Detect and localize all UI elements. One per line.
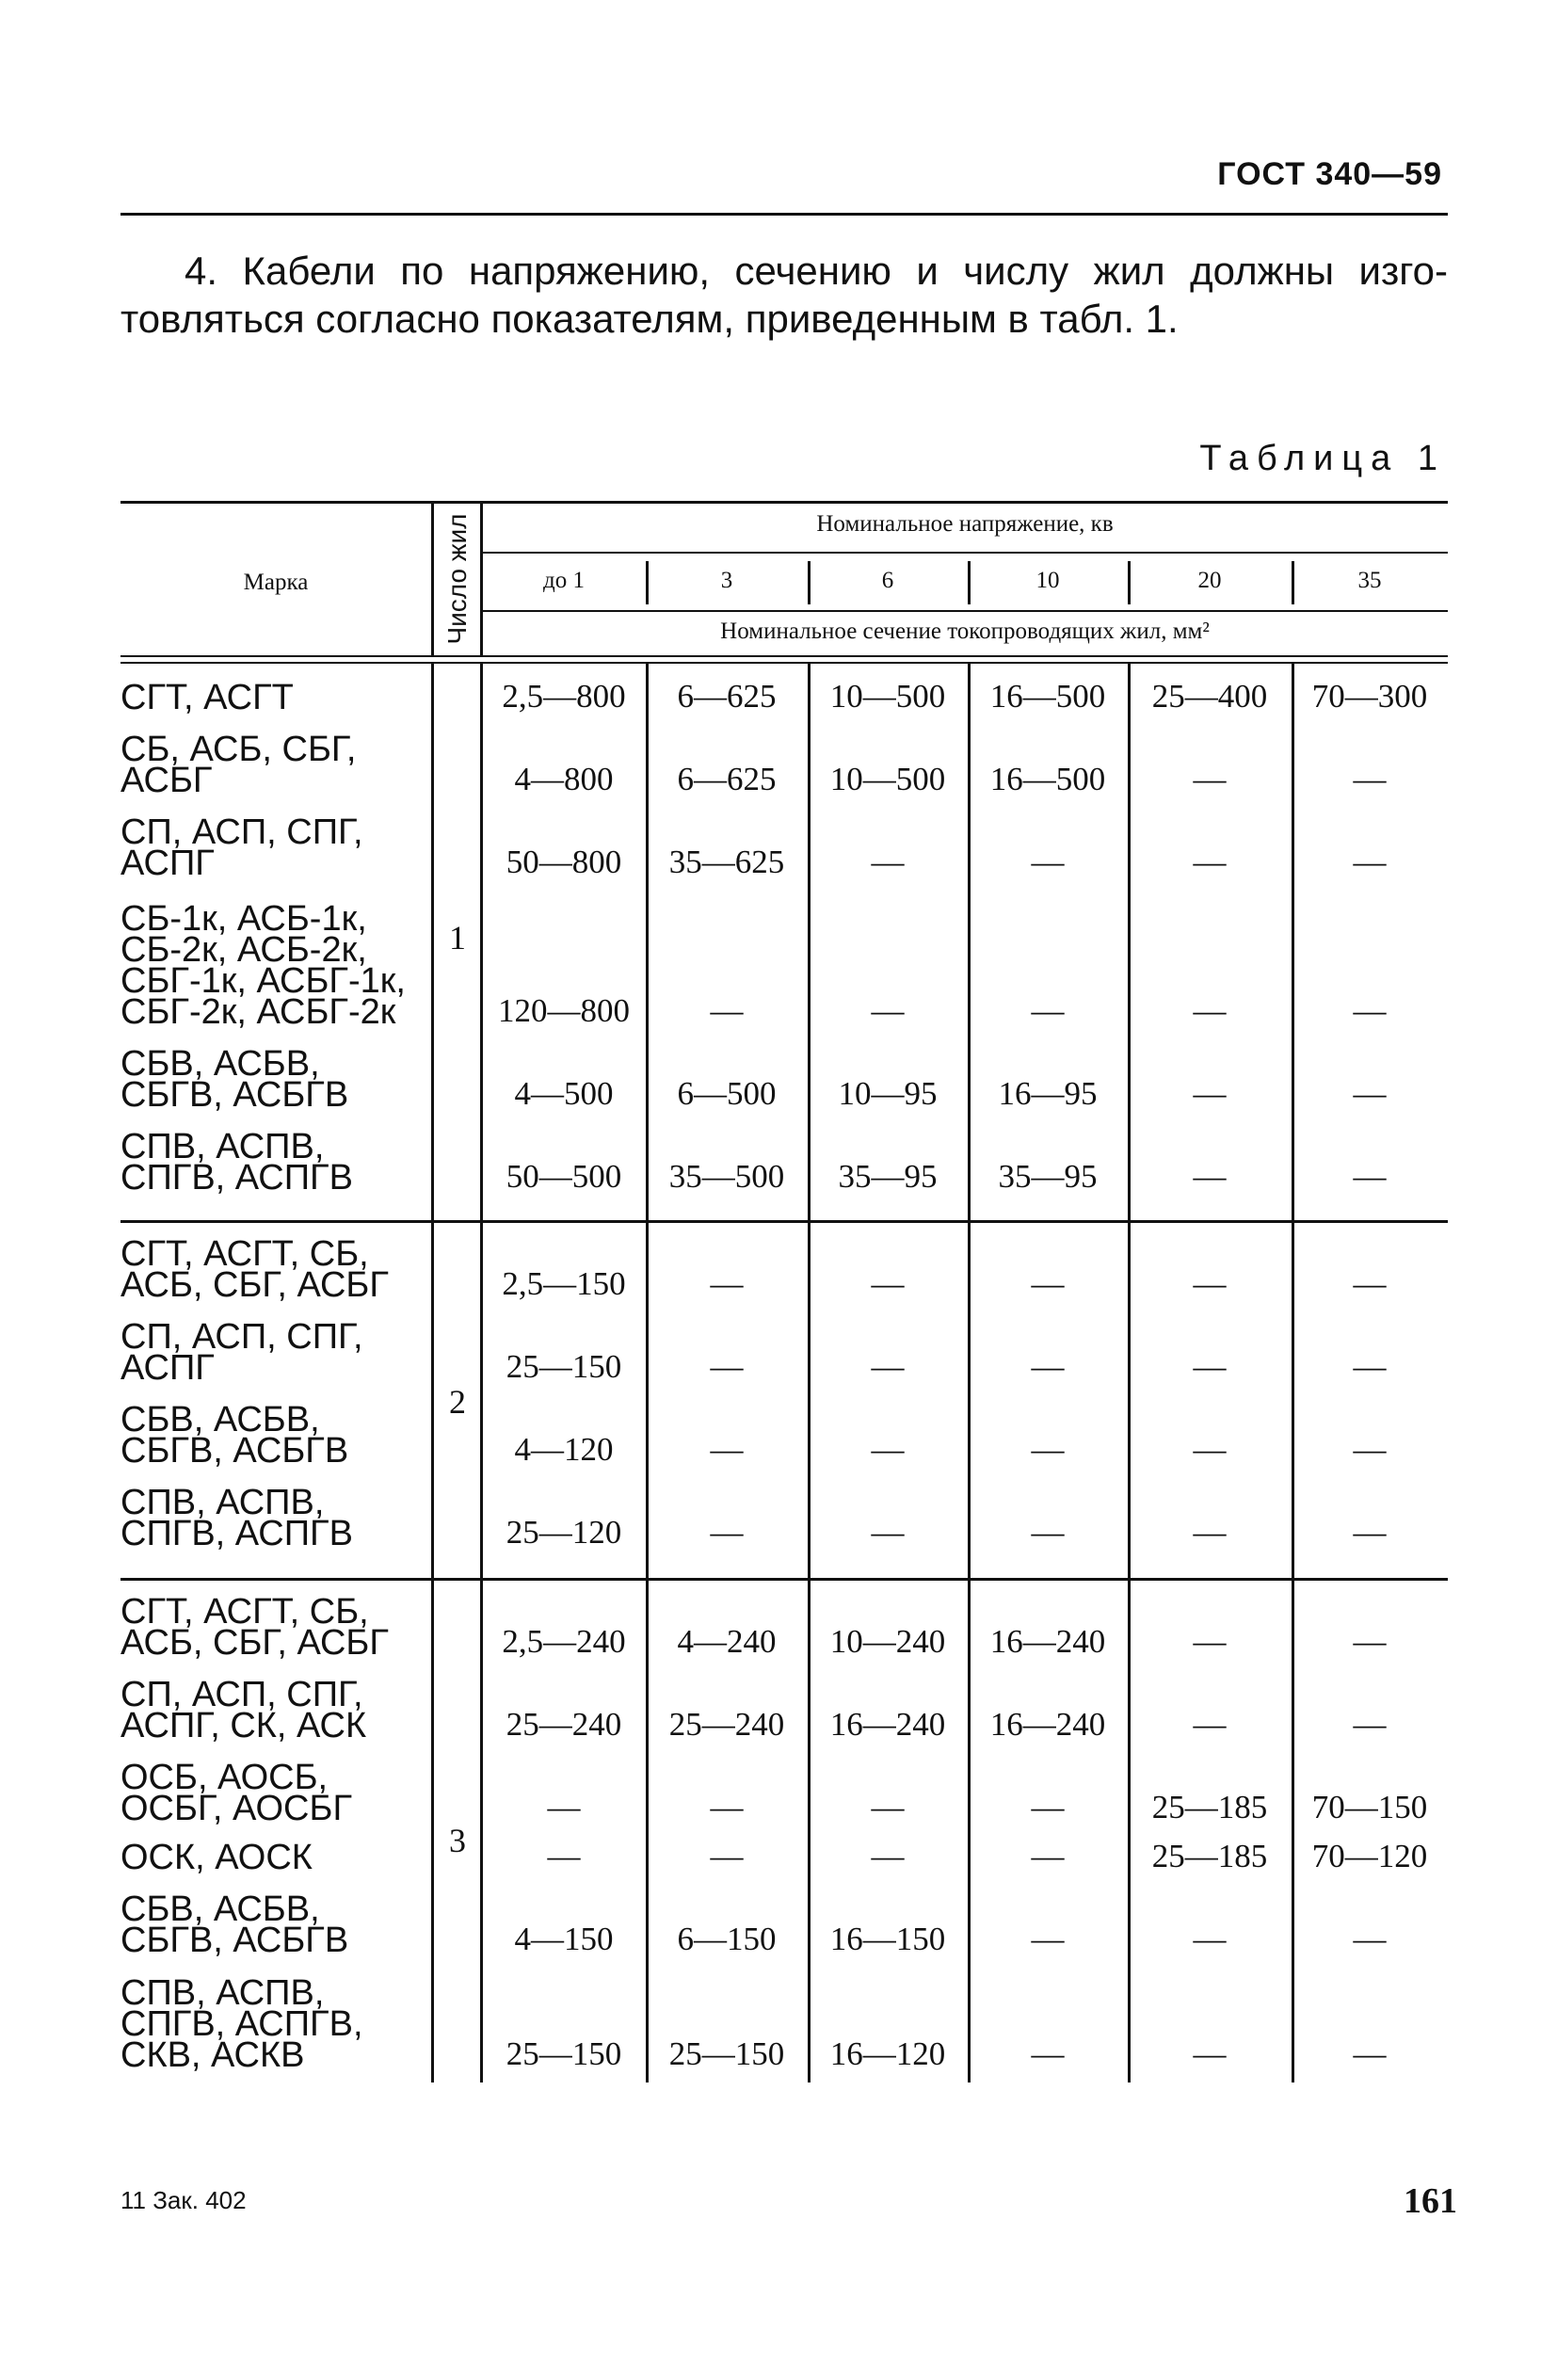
section-value: —: [710, 1514, 744, 1551]
section-value: 25—150: [506, 1348, 622, 1385]
marka-line: АСПГ, СК, АСК: [120, 1706, 367, 1745]
marka-cell: [120, 1758, 431, 1828]
section-value: 35—95: [998, 1158, 1098, 1195]
marka-line: АСБГ: [120, 761, 213, 800]
voltage-label: 35: [1357, 568, 1382, 593]
marka-line: СБГВ, АСБГВ: [120, 1921, 349, 1960]
intro-paragraph: [120, 247, 1448, 343]
order-note: 11 Зак. 402: [120, 2186, 247, 2214]
header-marka: Марка: [243, 570, 309, 595]
section-value: 25—150: [668, 2035, 785, 2072]
section-value: —: [1353, 1706, 1387, 1743]
voltage-values-rule: [482, 610, 1448, 612]
section-value: 16—500: [989, 761, 1106, 797]
section-value: —: [1031, 1431, 1065, 1468]
section-value: —: [1193, 1158, 1227, 1195]
section-value: —: [1353, 1348, 1387, 1385]
marka-line: СГТ, АСГТ, СБ,: [120, 1592, 369, 1632]
section-value: 4—120: [514, 1431, 614, 1468]
section-value: 2,5—800: [502, 678, 626, 715]
section-value: 10—500: [829, 761, 946, 797]
page-number: 161: [1404, 2181, 1457, 2221]
section-value: —: [1193, 992, 1227, 1029]
section-value: 120—800: [498, 992, 630, 1029]
marka-line: АСПГ: [120, 1348, 215, 1388]
marka-line: СБГВ, АСБГВ: [120, 1431, 349, 1471]
section-value: —: [1031, 1348, 1065, 1385]
section-value: 16—500: [989, 678, 1106, 715]
section-value: —: [1193, 2035, 1227, 2072]
section-value: —: [1193, 844, 1227, 880]
voltage-label: до 1: [543, 568, 585, 593]
section-value: 6—150: [677, 1921, 777, 1957]
section-value: —: [710, 1838, 744, 1874]
header-section: Номинальное сечение токопроводящих жил, мм²: [720, 619, 1210, 644]
section-value: —: [1353, 1431, 1387, 1468]
section-value: —: [710, 1348, 744, 1385]
section-value: —: [1353, 1623, 1387, 1660]
section-value: 25—240: [668, 1706, 785, 1743]
section-value: 10—95: [838, 1075, 938, 1112]
marka-line: СПГВ, АСПГВ: [120, 1158, 353, 1198]
section-value: —: [1031, 1838, 1065, 1874]
marka-line: СБВ, АСБВ,: [120, 1890, 320, 1929]
marka-line: АСПГ: [120, 844, 215, 883]
marka-line: СБВ, АСБВ,: [120, 1044, 320, 1084]
header-bottom-rule-2: [120, 662, 1448, 664]
paragraph-line-2: товляться согласно показателям, приведенным в табл. 1.: [120, 297, 1179, 341]
marka-line: АСБ, СБГ, АСБГ: [120, 1623, 389, 1663]
section-value: —: [1353, 761, 1387, 797]
section-value: 4—500: [514, 1075, 614, 1112]
section-value: 35—500: [668, 1158, 785, 1195]
section-value: 2,5—150: [502, 1265, 626, 1302]
section-value: 16—120: [829, 2035, 946, 2072]
section-value: —: [871, 992, 905, 1029]
marka-line: СП, АСП, СПГ,: [120, 1675, 363, 1714]
marka-line: СП, АСП, СПГ,: [120, 812, 363, 852]
marka-cell: [120, 1317, 431, 1388]
table-caption: Таблица 1: [1199, 439, 1446, 478]
section-value: —: [1193, 1265, 1227, 1302]
voltage-label: 3: [720, 568, 733, 593]
section-value: 25—240: [506, 1706, 622, 1743]
document-code: ГОСТ 340—59: [1217, 156, 1442, 192]
marka-cell: [120, 678, 431, 717]
section-value: 16—240: [829, 1706, 946, 1743]
column-divider: [1292, 664, 1294, 1220]
column-divider: [1128, 664, 1131, 1220]
cores-count: 2: [449, 1383, 466, 1421]
marka-line: СКВ, АСКВ: [120, 2035, 305, 2075]
section-value: —: [871, 1431, 905, 1468]
marka-line: СПВ, АСПВ,: [120, 1483, 325, 1522]
section-value: —: [871, 1265, 905, 1302]
header-bottom-rule: [120, 655, 1448, 657]
section-value: 10—500: [829, 678, 946, 715]
header-rule: [120, 213, 1448, 216]
section-value: —: [1031, 844, 1065, 880]
section-value: 50—800: [506, 844, 622, 880]
marka-cell: [120, 730, 431, 800]
section-value: —: [1193, 1706, 1227, 1743]
column-divider: [808, 664, 811, 1220]
section-value: —: [1031, 1789, 1065, 1825]
section-value: —: [871, 844, 905, 880]
marka-line: ОСБ, АОСБ,: [120, 1758, 329, 1797]
section-value: —: [1193, 1431, 1227, 1468]
section-value: —: [1031, 992, 1065, 1029]
section-value: —: [1031, 1514, 1065, 1551]
marka-line: СБГВ, АСБГВ: [120, 1075, 349, 1115]
marka-cell: [120, 1044, 431, 1115]
header-cores-label: Число жил: [442, 513, 472, 645]
section-value: —: [1193, 1623, 1227, 1660]
section-value: —: [1193, 1348, 1227, 1385]
marka-cell: [120, 1838, 431, 1877]
marka-line: СБГ-1к, АСБГ-1к,: [120, 961, 406, 1001]
marka-line: СБ-2к, АСБ-2к,: [120, 930, 367, 970]
section-value: —: [871, 1789, 905, 1825]
section-value: 70—300: [1311, 678, 1428, 715]
section-value: —: [1353, 1158, 1387, 1195]
section-value: —: [710, 1265, 744, 1302]
section-value: 16—240: [989, 1623, 1106, 1660]
marka-cell: [120, 1973, 431, 2075]
section-value: 16—150: [829, 1921, 946, 1957]
marka-line: СБВ, АСБВ,: [120, 1400, 320, 1439]
marka-cell: [120, 812, 431, 883]
section-value: —: [871, 1838, 905, 1874]
section-value: 25—120: [506, 1514, 622, 1551]
section-value: —: [1193, 1514, 1227, 1551]
section-value: 35—625: [668, 844, 785, 880]
marka-line: СГТ, АСГТ, СБ,: [120, 1234, 369, 1274]
section-value: —: [710, 992, 744, 1029]
section-value: 35—95: [838, 1158, 938, 1195]
section-value: 6—500: [677, 1075, 777, 1112]
section-value: 4—240: [677, 1623, 777, 1660]
section-value: 70—150: [1311, 1789, 1428, 1825]
section-value: —: [710, 1789, 744, 1825]
voltage-label: 20: [1197, 568, 1222, 593]
section-value: 50—500: [506, 1158, 622, 1195]
marka-line: СБ, АСБ, СБГ,: [120, 730, 357, 769]
section-value: —: [1031, 1265, 1065, 1302]
voltage-label: 6: [881, 568, 894, 593]
section-value: —: [1031, 1921, 1065, 1957]
section-value: 4—150: [514, 1921, 614, 1957]
marka-line: СБ-1к, АСБ-1к,: [120, 899, 367, 939]
marka-cell: [120, 899, 431, 1032]
section-value: —: [710, 1431, 744, 1468]
section-value: 6—625: [677, 678, 777, 715]
marka-line: СПГВ, АСПГВ: [120, 1514, 353, 1553]
marka-cell: [120, 1483, 431, 1553]
group-separator: [120, 1220, 1448, 1223]
voltage-header-rule: [482, 552, 1448, 554]
section-value: —: [1353, 2035, 1387, 2072]
section-value: —: [1353, 992, 1387, 1029]
marka-line: СПВ, АСПВ,: [120, 1973, 325, 2013]
section-value: 16—95: [998, 1075, 1098, 1112]
section-value: 10—240: [829, 1623, 946, 1660]
header-cores: [429, 508, 486, 650]
marka-line: СБГ-2к, АСБГ-2к: [120, 992, 396, 1032]
column-divider: [968, 664, 971, 1220]
section-value: —: [1353, 1921, 1387, 1957]
section-value: 70—120: [1311, 1838, 1428, 1874]
section-value: 25—185: [1151, 1789, 1268, 1825]
section-value: —: [1193, 1075, 1227, 1112]
section-value: 4—800: [514, 761, 614, 797]
marka-line: ОСБГ, АОСБГ: [120, 1789, 353, 1828]
section-value: 25—185: [1151, 1838, 1268, 1874]
marka-cell: [120, 1234, 431, 1305]
paragraph-line-1: 4. Кабели по напряжению, сечению и числу жил должны изго-: [185, 249, 1448, 293]
section-value: 6—625: [677, 761, 777, 797]
marka-cell: [120, 1890, 431, 1960]
column-divider: [646, 664, 649, 1220]
marka-line: СГТ, АСГТ: [120, 678, 294, 717]
section-value: —: [1353, 1265, 1387, 1302]
section-value: 25—150: [506, 2035, 622, 2072]
section-value: —: [1353, 844, 1387, 880]
section-value: 16—240: [989, 1706, 1106, 1743]
marka-line: СПВ, АСПВ,: [120, 1127, 325, 1166]
marka-line: АСБ, СБГ, АСБГ: [120, 1265, 389, 1305]
marka-line: СПГВ, АСПГВ,: [120, 2004, 363, 2044]
marka-cell: [120, 1400, 431, 1471]
cores-count: 3: [449, 1822, 466, 1859]
marka-line: СП, АСП, СПГ,: [120, 1317, 363, 1357]
section-value: —: [547, 1838, 581, 1874]
group-separator: [120, 1578, 1448, 1581]
section-value: —: [1353, 1514, 1387, 1551]
section-value: —: [1031, 2035, 1065, 2072]
marka-cell: [120, 1592, 431, 1663]
table-top-rule: [120, 501, 1448, 504]
section-value: —: [1193, 761, 1227, 797]
marka-cell: [120, 1675, 431, 1745]
section-value: —: [1353, 1075, 1387, 1112]
header-voltage: Номинальное напряжение, кв: [816, 511, 1114, 537]
section-value: 2,5—240: [502, 1623, 626, 1660]
voltage-label: 10: [1035, 568, 1060, 593]
section-value: —: [871, 1348, 905, 1385]
section-value: —: [1193, 1921, 1227, 1957]
section-value: —: [547, 1789, 581, 1825]
marka-line: ОСК, АОСК: [120, 1838, 313, 1877]
cores-count: 1: [449, 919, 466, 957]
section-value: —: [871, 1514, 905, 1551]
section-value: 25—400: [1151, 678, 1268, 715]
marka-cell: [120, 1127, 431, 1198]
